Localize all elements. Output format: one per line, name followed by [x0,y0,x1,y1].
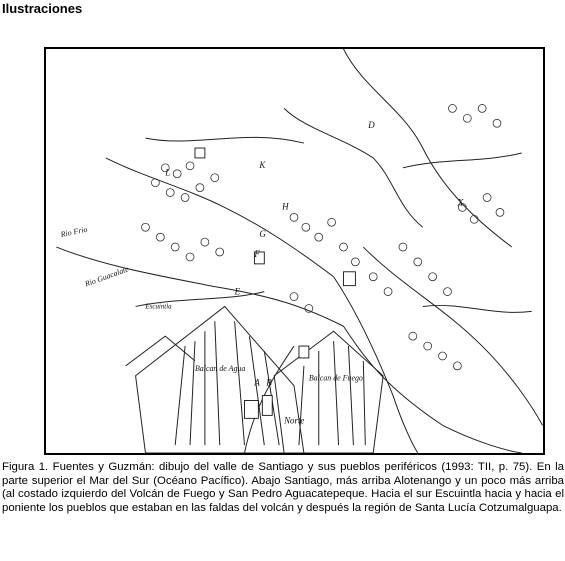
volcano-fuego-outline [274,331,383,453]
tree-mark [424,342,432,350]
tree-mark [151,179,159,187]
church-mark [195,148,205,158]
map-figure [44,47,545,455]
tree-mark [156,233,164,241]
river-line [344,49,512,247]
terrain-contour [403,153,522,168]
map-letter-k: K [259,159,266,170]
church-mark [262,396,272,416]
river-line [56,247,343,326]
tree-mark [448,104,456,112]
tree-mark [463,114,471,122]
church-mark [344,272,356,286]
tree-mark [142,223,150,231]
tree-mark [496,208,504,216]
tree-mark [470,215,478,223]
map-letter-g: G [259,229,266,240]
church-mark [244,401,258,419]
tree-mark [290,293,298,301]
tree-mark [453,362,461,370]
map-letter-b: B [266,377,272,388]
map-label-rio-guacalate: Rio Guacalate [83,264,130,289]
tree-mark [351,258,359,266]
tree-mark [399,243,407,251]
tree-mark [186,162,194,170]
map-letter-h: H [282,201,289,212]
map-label-norte: Norte [284,415,305,426]
map-letter-e: E [234,286,241,297]
tree-mark [302,223,310,231]
tree-mark [429,273,437,281]
tree-mark [196,184,204,192]
tree-mark [290,213,298,221]
tree-mark [171,243,179,251]
volcano-agua-outline [136,306,304,453]
tree-mark [201,238,209,246]
map-letter-a: A [254,377,260,388]
map-label-rio-frio: Rio Frio [59,224,89,240]
tree-mark [340,243,348,251]
slope-hatching [175,321,279,445]
river-line [363,247,542,425]
tree-mark [384,288,392,296]
tree-mark [173,170,181,178]
tree-mark [439,352,447,360]
tree-mark [166,189,174,197]
river-line [106,158,334,277]
tree-mark [369,273,377,281]
tree-mark [211,174,219,182]
tree-mark [216,248,224,256]
map-label-escuintla: Escuintla [145,303,172,311]
map-letter-f: F [254,248,260,259]
tree-mark [493,119,501,127]
tree-mark [409,332,417,340]
tree-mark [414,258,422,266]
church-mark [299,346,309,358]
map-label-balcan-agua: Balcan de Agua [194,363,246,373]
tree-mark [483,194,491,202]
tree-mark [305,304,313,312]
map-letter-x: X [457,197,464,209]
map-letter-d: D [368,120,375,131]
section-heading: Ilustraciones [2,1,83,16]
figure-caption: Figura 1. Fuentes y Guzmán: dibujo del valle de Santiago y sus pueblos periféricos (1993: TII, p. 75). En la parte superior el Mar del Sur (Océano Pacífico). Abajo Santiago, más arriba Alotenango y un poco más arriba (al costado izquierdo del Volcán de Fuego y San Pedro Aguacatepeque. Hacia el sur Escuintla hacia y hacia el poniente los pueblos que estaban en las faldas del volcán y después la región de Santa Lucía Cotzumalguapa. [2,461,564,514]
map-label-balcan-fuego: Balcan de Fuego [308,373,363,383]
tree-mark [315,233,323,241]
tree-mark [181,194,189,202]
valley-map-drawing [46,49,543,453]
river-line [334,277,418,453]
terrain-contour [145,137,303,143]
tree-mark [478,104,486,112]
tree-mark [328,218,336,226]
river-line [284,108,423,227]
tree-mark [186,253,194,261]
tree-mark [444,288,452,296]
map-letter-l: L [165,167,171,178]
river-line [344,326,522,453]
